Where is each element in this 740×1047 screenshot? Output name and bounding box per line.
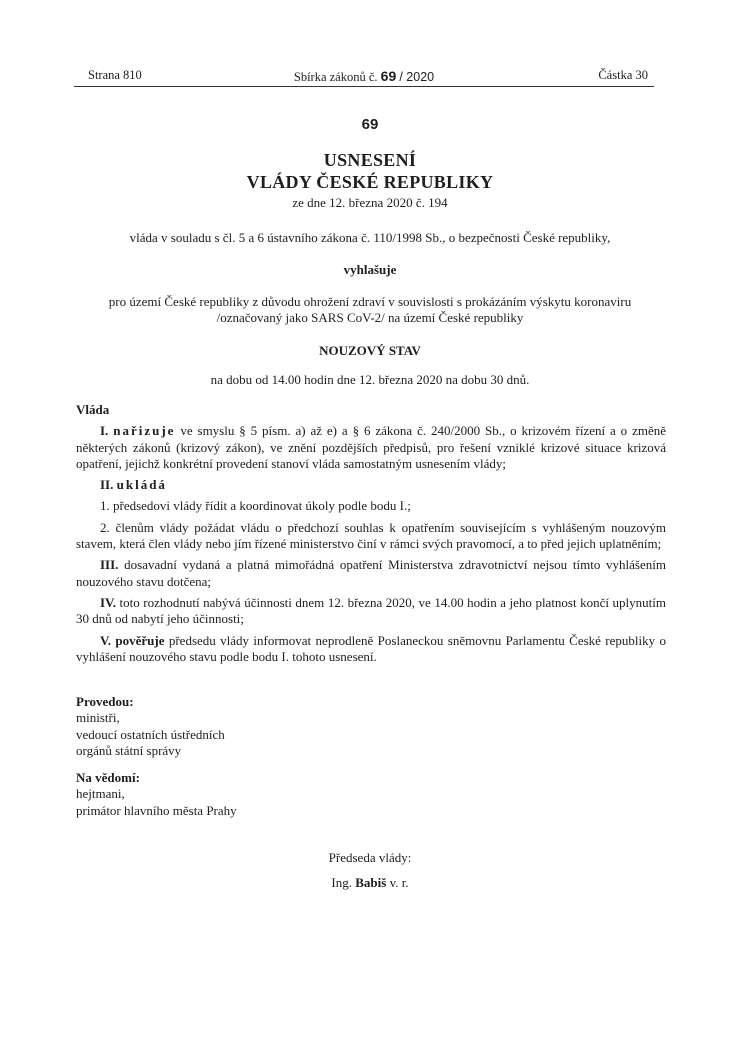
section-2-number: II. [100, 477, 114, 493]
section-3-text: dosavadní vydaná a platná mimořádná opatření Ministerstva zdravotnictví nejsou tímto vyhlášením nouzového stavu dotčena; [76, 557, 666, 589]
document-number: 69 [361, 116, 379, 133]
territory-line-2: /označovaný jako SARS CoV-2/ na území České republiky [216, 310, 524, 325]
running-header [74, 66, 654, 87]
title-resolution: USNESENÍ [323, 150, 417, 170]
signature-name: Babiš [355, 875, 387, 890]
section-2-item-1: 1. předsedovi vlády řídit a koordinovat úkoly podle bodu I.; [100, 498, 411, 514]
header-law-number: 69 [380, 68, 397, 84]
notice-label: Na vědomí: [76, 770, 140, 785]
signature [74, 875, 666, 891]
section-3 [76, 557, 666, 590]
section-5-text: předsedu vlády informovat neprodleně Poslaneckou sněmovnu Parlamentu České republiky o vyhlášení nouzového stavu podle bodu I. tohoto usnesení. [76, 632, 667, 664]
section-1 [76, 423, 666, 472]
section-1-text: ve smyslu § 5 písm. a) až e) a § 6 zákona č. 240/2000 Sb., o krizovém řízení a o změně některých zákonů (krizový zákon), ve znění pozdějších předpisů, pro řešení vzniklé krizové situace krizová opatření, jejichž konkrétní provedení stanoví vláda samostatným usnesením vlády; [76, 423, 667, 471]
notice-line-1: hejtmani, [76, 786, 125, 802]
execute-line-1: ministři, [76, 710, 120, 726]
section-2-item-2: 2. členům vlády požádat vládu o předchozí souhlas k opatřením souvisejícím s vyhlášeným nouzovým stavem, která člen vlády nebo jím řízené ministerstvo činí v rámci svých pravomocí, a to před jejich uplatněním; [76, 519, 666, 552]
signature-prefix: Ing. [331, 875, 352, 890]
header-collection [74, 68, 654, 85]
header-year: / 2020 [399, 70, 435, 84]
notice-block [76, 770, 666, 819]
title-government: VLÁDY ČESKÉ REPUBLIKY [246, 172, 494, 192]
state-of-emergency-heading: NOUZOVÝ STAV [319, 343, 421, 358]
proclaims-text: vyhlašuje [343, 262, 397, 277]
notice-line-2: primátor hlavního města Prahy [76, 802, 237, 818]
execute-label: Provedou: [76, 694, 134, 709]
section-5-number: V. [100, 632, 111, 648]
section-4 [76, 595, 666, 628]
section-1-verb: nařizuje [113, 423, 176, 439]
section-2-verb: ukládá [116, 477, 167, 493]
resolution-body [76, 402, 666, 665]
section-4-number: IV. [100, 594, 117, 610]
section-1-number: I. [100, 423, 109, 439]
header-collection-label: Sbírka zákonů č. [293, 70, 378, 84]
execute-block [76, 694, 666, 759]
execute-line-3: orgánů státní správy [76, 742, 182, 758]
header-part: Částka 30 [598, 68, 648, 82]
duration-text: na dobu od 14.00 hodin dne 12. března 2020 na dobu 30 dnů. [210, 372, 530, 387]
section-3-number: III. [100, 557, 119, 573]
section-4-text: toto rozhodnutí nabývá účinnosti dnem 12. března 2020, ve 14.00 hodin a jeho platnost končí uplynutím 30 dnů od nabytí jeho účinnosti; [76, 594, 666, 627]
signature-suffix: v. r. [389, 875, 409, 890]
title-date: ze dne 12. března 2020 č. 194 [292, 195, 448, 210]
intro-text: vláda v souladu s čl. 5 a 6 ústavního zákona č. 110/1998 Sb., o bezpečnosti České republiky, [129, 230, 611, 245]
territory-line-1: pro území České republiky z důvodu ohrožení zdraví v souvislosti s prokázáním výskytu koronaviru [108, 294, 632, 309]
signature-role: Předseda vlády: [328, 850, 412, 865]
territory-text [74, 294, 666, 326]
execute-line-2: vedoucí ostatních ústředních [76, 726, 225, 742]
section-5 [76, 633, 666, 666]
header-page-number: Strana 810 [88, 68, 142, 82]
section-5-verb: pověřuje [115, 632, 165, 648]
section-2-heading [76, 477, 666, 493]
government-label: Vláda [76, 402, 110, 417]
